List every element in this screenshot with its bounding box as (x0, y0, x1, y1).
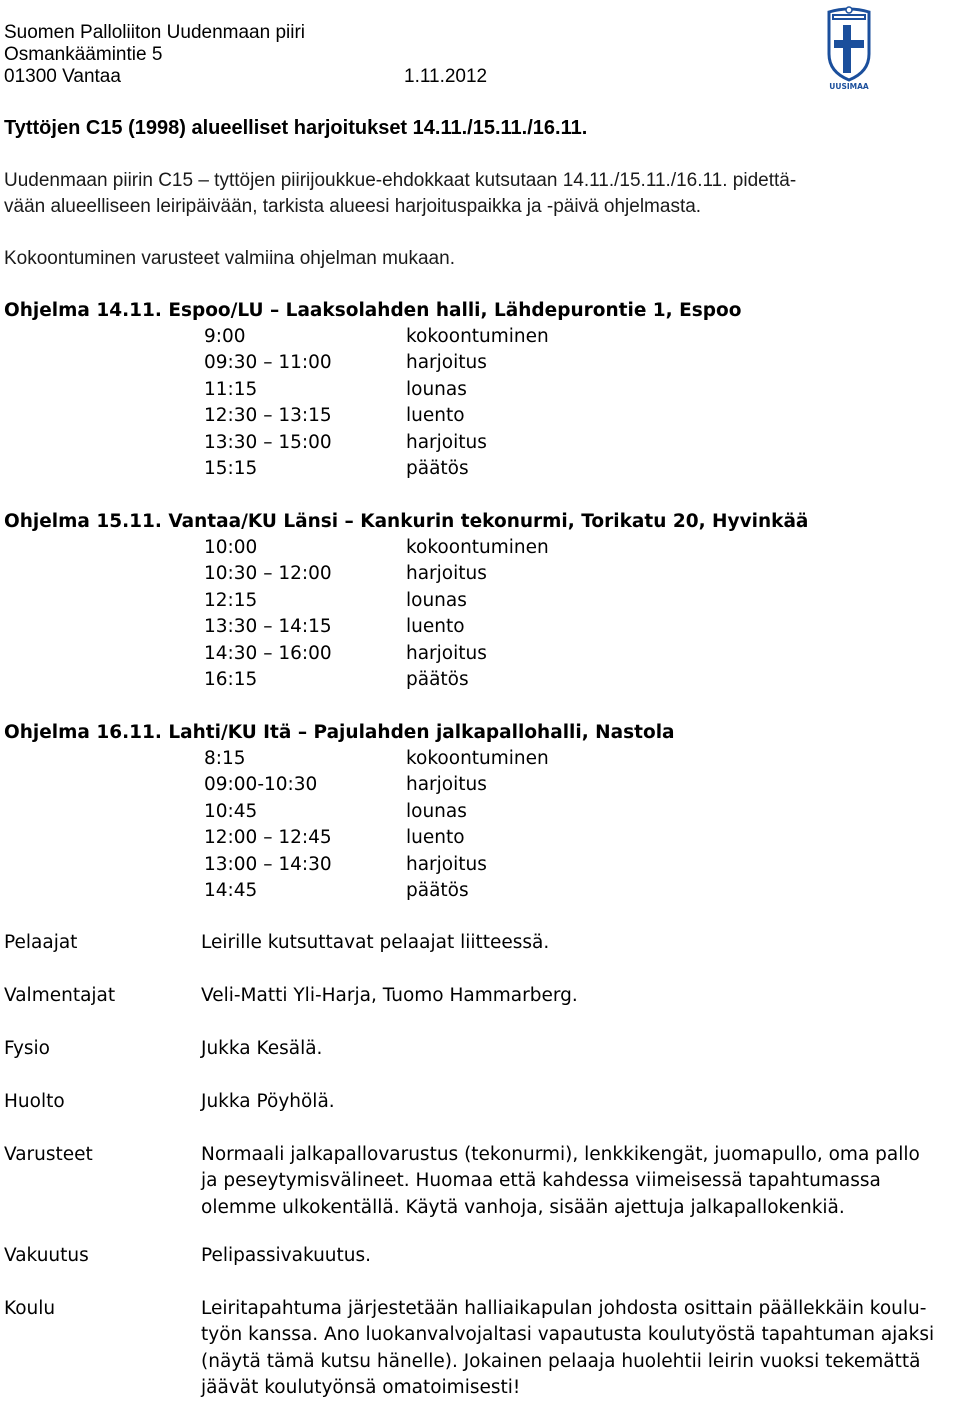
program-heading: Ohjelma 15.11. Vantaa/KU Länsi – Kankurin tekonurmi, Torikatu 20, Hyvinkää (4, 511, 809, 532)
schedule-time: 13:30 – 15:00 (204, 431, 332, 453)
schedule-row (4, 561, 954, 587)
schedule-row (4, 324, 954, 350)
info-value-line: jäävät koulutyönsä omatoimisesti! (201, 1377, 521, 1399)
schedule-row (4, 825, 954, 851)
schedule-time: 09:30 – 11:00 (204, 352, 332, 374)
schedule-time: 14:45 (204, 879, 258, 901)
schedule-row (4, 641, 954, 667)
info-label: Pelaajat (4, 932, 78, 953)
info-value: Veli-Matti Yli-Harja, Tuomo Hammarberg. (201, 985, 578, 1006)
schedule-row (4, 403, 954, 429)
street-address: Osmankäämintie 5 (4, 44, 163, 65)
schedule-row (4, 746, 954, 772)
schedule-time: 15:15 (204, 457, 258, 479)
program-day-1 (4, 298, 954, 482)
city-date-line (4, 66, 487, 88)
schedule-activity: harjoitus (406, 642, 487, 664)
schedule-time: 16:15 (204, 668, 258, 690)
info-value: Jukka Pöyhölä. (201, 1091, 335, 1112)
info-label: Varusteet (4, 1144, 93, 1165)
schedule-time: 8:15 (204, 748, 246, 769)
info-value: Leirille kutsuttavat pelaajat liitteessä. (201, 932, 550, 953)
info-value-line: työn kanssa. Ano luokanvalvojaltasi vapautusta koulutyöstä tapahtuman ajaksi (201, 1324, 935, 1346)
schedule-time: 11:15 (204, 378, 258, 400)
schedule-time: 09:00-10:30 (204, 774, 318, 796)
schedule-row (4, 852, 954, 878)
schedule-activity: harjoitus (406, 853, 487, 875)
schedule-row (4, 535, 954, 561)
info-label: Huolto (4, 1091, 65, 1112)
schedule-activity: luento (406, 827, 465, 849)
info-value (201, 1296, 959, 1402)
schedule-activity: lounas (406, 589, 467, 611)
letterhead (4, 22, 487, 88)
schedule-time: 10:00 (204, 537, 258, 558)
info-value-line: Normaali jalkapallovarustus (tekonurmi), lenkkikengät, juomapullo, oma pallo (201, 1144, 920, 1165)
org-name: Suomen Palloliiton Uudenmaan piiri (4, 22, 306, 43)
postal-city: 01300 Vantaa (4, 66, 121, 87)
schedule-row (4, 377, 954, 403)
schedule-activity: kokoontuminen (406, 537, 549, 558)
intro-line: vään alueelliseen leiripäivään, tarkista alueesi harjoituspaikka ja -päivä ohjelmasta. (4, 196, 702, 217)
info-value-line: olemme ulkokentällä. Käytä vanhoja, sisään ajettuja jalkapallokenkiä. (201, 1196, 845, 1218)
schedule-time: 12:00 – 12:45 (204, 827, 332, 849)
schedule-activity: harjoitus (406, 563, 487, 585)
schedule-time: 12:15 (204, 589, 258, 611)
schedule-row (4, 878, 954, 904)
schedule-activity: luento (406, 405, 465, 427)
schedule-row (4, 799, 954, 825)
schedule-row (4, 430, 954, 456)
info-value: Jukka Kesälä. (201, 1038, 323, 1059)
schedule-row (4, 614, 954, 640)
info-value-line: ja peseytymisvälineet. Huomaa että kahdessa viimeisessä tapahtumassa (201, 1170, 881, 1192)
crest-caption: UUSIMAA (829, 82, 869, 91)
program-heading: Ohjelma 14.11. Espoo/LU – Laaksolahden halli, Lähdepurontie 1, Espoo (4, 300, 742, 321)
program-heading: Ohjelma 16.11. Lahti/KU Itä – Pajulahden jalkapallohalli, Nastola (4, 722, 675, 743)
program-day-2 (4, 509, 954, 693)
schedule-activity: harjoitus (406, 352, 487, 374)
schedule-activity: luento (406, 616, 465, 638)
info-value-line: (näytä tämä kutsu hänelle). Jokainen pelaaja huolehtii leirin vuoksi tekemättä (201, 1350, 921, 1372)
document-title: Tyttöjen C15 (1998) alueelliset harjoitukset 14.11./15.11./16.11. (4, 117, 588, 139)
schedule-activity: päätös (406, 668, 469, 690)
info-label: Vakuutus (4, 1245, 89, 1266)
info-value: Pelipassivakuutus. (201, 1245, 372, 1266)
schedule-time: 14:30 – 16:00 (204, 642, 332, 664)
schedule-row (4, 350, 954, 376)
schedule-activity: kokoontuminen (406, 748, 549, 769)
street-line (4, 44, 487, 66)
schedule-activity: päätös (406, 457, 469, 479)
info-value (201, 1142, 959, 1221)
info-label: Koulu (4, 1298, 56, 1319)
finnish-fa-crest-icon (826, 4, 872, 92)
schedule-activity: harjoitus (406, 774, 487, 796)
schedule-activity: päätös (406, 879, 469, 901)
schedule-activity: lounas (406, 800, 467, 822)
info-label: Fysio (4, 1038, 50, 1059)
info-label: Valmentajat (4, 985, 116, 1006)
schedule-activity: lounas (406, 378, 467, 400)
schedule-time: 10:30 – 12:00 (204, 563, 332, 585)
intro-line: Uudenmaan piirin C15 – tyttöjen piirijoukkue-ehdokkaat kutsutaan 14.11./15.11./16.11. pidettä- (4, 170, 797, 191)
schedule-row (4, 588, 954, 614)
schedule-time: 13:00 – 14:30 (204, 853, 332, 875)
schedule-time: 12:30 – 13:15 (204, 405, 332, 427)
schedule-row (4, 667, 954, 693)
schedule-row (4, 456, 954, 482)
schedule-time: 13:30 – 14:15 (204, 616, 332, 638)
schedule-time: 10:45 (204, 800, 258, 822)
letter-date: 1.11.2012 (404, 66, 488, 87)
program-day-3 (4, 720, 954, 904)
info-value-line: Leiritapahtuma järjestetään halliaikapulan johdosta osittain päällekkäin koulu- (201, 1298, 927, 1319)
gathering-note: Kokoontuminen varusteet valmiina ohjelman mukaan. (4, 248, 455, 269)
schedule-activity: harjoitus (406, 431, 487, 453)
schedule-time: 9:00 (204, 326, 246, 347)
org-name-line (4, 22, 487, 44)
schedule-activity: kokoontuminen (406, 326, 549, 347)
intro-paragraph (4, 168, 944, 220)
schedule-row (4, 772, 954, 798)
